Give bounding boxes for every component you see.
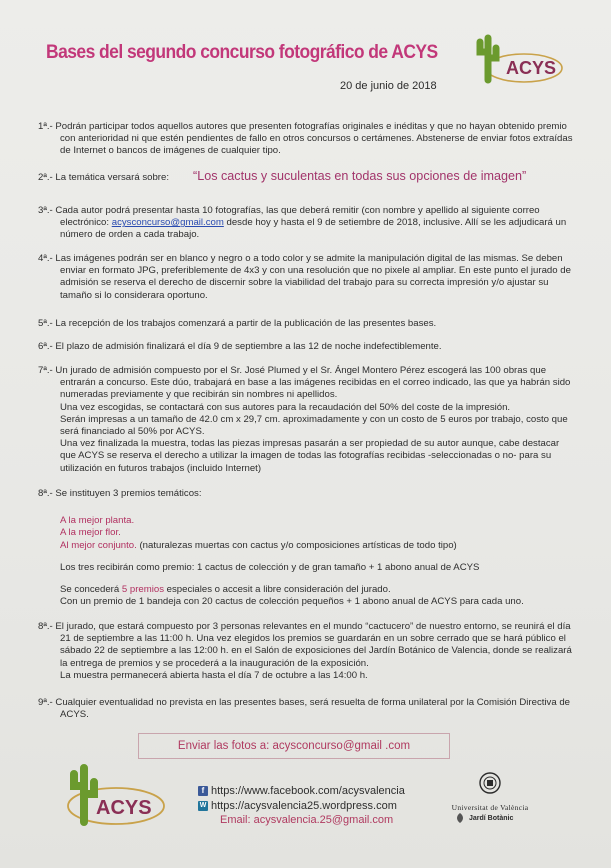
prize-best-flower: A la mejor flor. — [60, 527, 121, 539]
rule-6: 6ª.- El plazo de admisión finalizará el día 9 de septiembre a las 12 de noche indefectiblemente. — [38, 341, 442, 352]
publication-date: 20 de junio de 2018 — [340, 80, 437, 92]
contest-email-link[interactable]: acysconcurso@gmail.com — [111, 217, 224, 229]
wordpress-row[interactable] — [198, 799, 405, 814]
university-name: Universitat de València — [451, 803, 529, 812]
rule-5: 5ª.- La recepción de los trabajos comenzará a partir de la publicación de las presentes bases. — [38, 318, 437, 329]
rule-7: 7ª.- Un jurado de admisión compuesto por el Sr. José Plumed y el Sr. Ángel Montero Pérez escogerá las 100 obras que entrarán a concurso. Este dúo, trabajará en base a las imágenes recibidas en el correo indicado, las que ya habrán sido numeradas previamente y que recibirán sin nombres ni apellidos. Una vez escogidas, se contactará con sus autores para la recaudación del 50% del coste de la impresión. Serán impresas a un tamaño de 42.0 cm x 29,7 cm. aproximadamente y con un costo de 5 euros por trabajo, costo que será financiado al 50% por ACYS. Una vez finalizada la muestra, todas las piezas impresas pasarán a ser propiedad de su autor aunque, cabe destacar que ACYS se reserva el derecho a utilizar la imagen de todas las fotografías recibidas -seleccionadas o no- para su utilización en futuros trabajos (incluido Internet) — [38, 365, 571, 474]
special-prize-count: 5 premios — [121, 584, 164, 596]
university-seal-icon — [479, 770, 501, 796]
rule-8-jury: 8ª.- El jurado, que estará compuesto por 3 personas relevantes en el mundo “cactucero” de nuestro entorno, se reunirá el día 21 de septiembre a las 11:00 h. Una vez elegidos los premios se guardarán en un sobre cerrado que se hará público el sábado 22 de septiembre a las 12:00 h. en el Salón de exposiciones del Jardín Botánico de Valencia, donde se realizará la entrega de premios y se procederá a la inauguración de la exposición. La muestra permanecerá abierta hasta el día 7 de octubre a las 14:00 h. — [38, 621, 572, 681]
facebook-row[interactable] — [198, 784, 405, 799]
rule-2: 2ª.- La temática versará sobre: “Los cactus y suculentas en todas sus opciones de imagen” — [38, 169, 527, 183]
prize-best-plant: A la mejor planta. — [60, 515, 135, 527]
jardi-label: Jardí Botànic — [469, 814, 514, 822]
rule-1: 1ª.- Podrán participar todos aquellos autores que presenten fotografías originales e inéditas y que no hayan obtenido premio con anterioridad ni que estén pendientes de fallo en otros concursos o certámenes. Abstenerse de enviar fotos extraídas de Internet o bancos de imágenes de cualquier tipo. — [38, 121, 573, 157]
acys-logo-bottom — [64, 760, 168, 830]
theme-text: “Los cactus y suculentas en todas sus opciones de imagen” — [193, 169, 527, 183]
jardi-botanic — [455, 812, 513, 824]
prize-award: Los tres recibirán como premio: 1 cactus de colección y de gran tamaño + 1 abono anual de ACYS — [60, 561, 480, 573]
acys-logo-top — [466, 30, 566, 88]
facebook-link[interactable]: https://www.facebook.com/acysvalencia — [211, 785, 405, 797]
university-block — [440, 770, 540, 812]
rule-8-prizes: 8ª.- Se instituyen 3 premios temáticos: A la mejor planta. A la mejor flor. Al mejor conjunto. (naturalezas muertas con cactus y/o composiciones artísticas de todo tipo) Los tres recibirán como premio: 1 cactus de colección y de gran tamaño + 1 abono anual de ACYS Se concederá 5 premios especiales o accesit a libre consideración del jurado. Con un premio de 1 bandeja con 20 cactus de colección pequeños + 1 abono anual de ACYS para cada uno. — [38, 488, 573, 608]
facebook-icon: f — [198, 786, 208, 796]
footer-email[interactable]: Email: acysvalencia.25@gmail.com — [220, 814, 394, 826]
wordpress-link[interactable]: https://acysvalencia25.wordpress.com — [211, 799, 397, 812]
wordpress-icon: W — [198, 801, 208, 811]
prize-best-set: Al mejor conjunto. — [60, 539, 137, 551]
logo-bottom-text: ACYS — [96, 797, 152, 819]
leaf-icon — [455, 812, 465, 824]
contact-list — [198, 784, 405, 828]
rule-4: 4ª.- Las imágenes podrán ser en blanco y negro o a todo color y se admite la manipulación digital de las mismas. Se deben enviar en formato JPG, preferiblemente de 4x3 y con una resolución que no pixele al ampliar. En este punto el jurado de admisión se reserva el derecho de discernir sobre la viabilidad del trabajo para su correcta impresión y/o ajustar su tamaño si lo considerara oportuno. — [38, 253, 571, 301]
submit-photos-text: Enviar las fotos a: acysconcurso@gmail .com — [177, 740, 411, 752]
rule-3: 3ª.- Cada autor podrá presentar hasta 10 fotografías, las que deberá remitir (con nombre y apellido al siguiente correo electrónico: acysconcurso@gmail.com desde hoy y hasta el 9 de setiembre de 2018, inclusive. Allí se les adjudicará un número de orden a cada trabajo. — [38, 205, 567, 241]
page-title: Bases del segundo concurso fotográfico de ACYS — [46, 42, 438, 63]
submit-photos-box[interactable] — [138, 733, 450, 759]
rule-9: 9ª.- Cualquier eventualidad no prevista en las presentes bases, será resuelta de forma unilateral por la Comisión Directiva de ACYS. — [38, 697, 571, 721]
logo-top-text: ACYS — [506, 58, 557, 78]
